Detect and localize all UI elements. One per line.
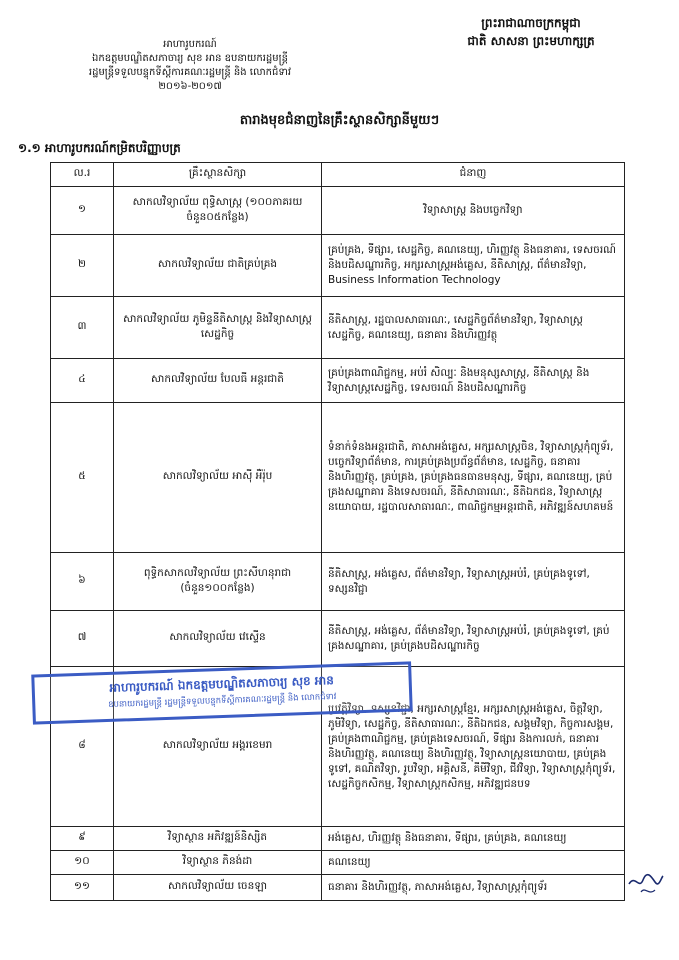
table-row xyxy=(51,875,625,901)
table-row xyxy=(51,359,625,403)
row-institution: សាកលវិទ្យាល័យ ភូមិន្ទនីតិសាស្ត្រ និងវិទ្យាសាស្ត្រសេដ្ឋកិច្ច xyxy=(114,297,322,359)
row-fields: វិទ្យាសាស្ត្រ និងបច្ចេកវិទ្យា xyxy=(322,187,625,235)
stamp-line-2: ឧបនាយករដ្ឋមន្ត្រី រដ្ឋមន្ត្រីទទួលបន្ទុកទីស្តីការគណៈរដ្ឋមន្ត្រី និង លោកជំទាវ xyxy=(108,692,337,710)
row-institution: សាកលវិទ្យាល័យ ចេនឡា xyxy=(114,875,322,901)
programs-table xyxy=(50,162,625,901)
row-institution: សាកលវិទ្យាល័យ អាស៊ី អឺរ៉ុប xyxy=(114,403,322,553)
row-fields: ទំនាក់ទំនងអន្តរជាតិ, ភាសាអង់គ្លេស, អក្សរសាស្ត្រចិន, វិទ្យាសាស្ត្រកុំព្យូទ័រ, បច្ចេកវិទ្យាព័ត៌មាន, ការគ្រប់គ្រងប្រព័ន្ធព័ត៌មាន, សេដ្ឋកិច្ច, ធនាគារ និងហិរញ្ញវត្ថុ, គ្រប់គ្រង, គ្រប់គ្រងធនធានមនុស្ស, ទីផ្សារ, គណនេយ្យ, គ្រប់គ្រងសណ្ឋាគារ និងទេសចរណ៍, នីតិសាធារណៈ, នីតិឯកជន, វិទ្យាសាស្ត្រនយោបាយ, រដ្ឋបាលសាធារណៈ, ពាណិជ្ជកម្មអន្តរជាតិ, អភិវឌ្ឍន៍សហគមន៍ xyxy=(322,403,625,553)
row-number: ៩ xyxy=(51,827,114,851)
kingdom-line: ព្រះរាជាណាចក្រកម្ពុជា xyxy=(481,16,581,30)
table-row xyxy=(51,851,625,875)
row-number: ៥ xyxy=(51,403,114,553)
table-header-row xyxy=(51,163,625,187)
row-fields: ធនាគារ និងហិរញ្ញវត្ថុ, ភាសាអង់គ្លេស, វិទ្យាសាស្ត្រកុំព្យូទ័រ xyxy=(322,875,625,901)
row-institution: វិទ្យាស្ថាន ភិនង់ដា xyxy=(114,851,322,875)
header-institution: គ្រឹះស្ថានសិក្សា xyxy=(114,163,322,187)
row-fields: គ្រប់គ្រងពាណិជ្ជកម្ម, អប់រំ សិល្បៈ និងមនុស្សសាស្ត្រ, នីតិសាស្ត្រ និងវិទ្យាសាស្ត្រសេដ្ឋកិច្ច, ទេសចរណ៍ និងបដិសណ្ឋារកិច្ច xyxy=(322,359,625,403)
row-number: ២ xyxy=(51,235,114,297)
header-no: ល.រ xyxy=(51,163,114,187)
table-row xyxy=(51,297,625,359)
motto-line: ជាតិ សាសនា ព្រះមហាក្សត្រ xyxy=(467,34,595,48)
row-number: ៦ xyxy=(51,553,114,611)
header-line: អាហារូបករណ៍ xyxy=(163,39,217,50)
row-number: ១ xyxy=(51,187,114,235)
row-number: ៣ xyxy=(51,297,114,359)
signature-mark xyxy=(625,868,665,900)
kingdom-header xyxy=(431,14,631,50)
row-institution: សាកលវិទ្យាល័យ អង្គរខេមរា xyxy=(114,667,322,827)
header-line: ២០១៦-២០១៧ xyxy=(158,81,222,92)
stamp-line-1: អាហារូបករណ៍ ឯកឧត្តមបណ្ឌិតសភាចារ្យ សុខ អាន xyxy=(109,673,335,695)
table-row xyxy=(51,235,625,297)
row-number: ៤ xyxy=(51,359,114,403)
row-number: ១០ xyxy=(51,851,114,875)
row-number: ១១ xyxy=(51,875,114,901)
row-fields: អង់គ្លេស, ហិរញ្ញវត្ថុ និងធនាគារ, ទីផ្សារ, គ្រប់គ្រង, គណនេយ្យ xyxy=(322,827,625,851)
page-title: តារាងមុខជំនាញនៃគ្រឹះស្ថានសិក្សានីមួយៗ xyxy=(239,113,440,128)
scholarship-header xyxy=(60,38,320,94)
row-institution: សាកលវិទ្យាល័យ ពុទ្ធិសាស្ត្រ (១០០ភាគរយ ចំនួន០៥កន្លែង) xyxy=(114,187,322,235)
header-fields: ជំនាញ xyxy=(322,163,625,187)
row-institution: ពុទ្ធិកសាកលវិទ្យាល័យ ព្រះសីហនុរាជា (ចំនួន១០០កន្លែង) xyxy=(114,553,322,611)
row-institution: វិទ្យាស្ថាន អភិវឌ្ឍន៍និស្សិត xyxy=(114,827,322,851)
row-fields: ប្រវត្តិវិទ្យា, ទស្សនវិជ្ជា, អក្សរសាស្ត្រខ្មែរ, អក្សរសាស្ត្រអង់គ្លេស, ចិត្តវិទ្យា, ភូមិវិទ្យា, សេដ្ឋកិច្ច, នីតិសាធារណៈ, នីតិឯកជន, សង្គមវិទ្យា, កិច្ចការសង្គម, គ្រប់គ្រងពាណិជ្ជកម្ម, គ្រប់គ្រងទេសចរណ៍, ទីផ្សារ និងការលក់, ធនាគារ និងហិរញ្ញវត្ថុ, គណនេយ្យ និងហិរញ្ញវត្ថុ, វិទ្យាសាស្ត្រនយោបាយ, គ្រប់គ្រងទូទៅ, គណិតវិទ្យា, រូបវិទ្យា, អគ្គិសនី, គីមីវិទ្យា, ជីវវិទ្យា, វិទ្យាសាស្ត្រកុំព្យូទ័រ, សេដ្ឋកិច្ចកសិកម្ម, វិទ្យាសាស្ត្រកសិកម្ម, អភិវឌ្ឍជនបទ xyxy=(322,667,625,827)
row-institution: សាកលវិទ្យាល័យ ជាតិគ្រប់គ្រង xyxy=(114,235,322,297)
row-fields: គណនេយ្យ xyxy=(322,851,625,875)
header-line: រដ្ឋមន្ត្រីទទួលបន្ទុកទីស្តីការគណៈរដ្ឋមន្ត្រី និង លោកជំទាវ xyxy=(88,67,292,78)
table-row xyxy=(51,553,625,611)
row-fields: នីតិសាស្ត្រ, រដ្ឋបាលសាធារណៈ, សេដ្ឋកិច្ចព័ត៌មានវិទ្យា, វិទ្យាសាស្ត្រសេដ្ឋកិច្ច, គណនេយ្យ, ធនាគារ និងហិរញ្ញវត្ថុ xyxy=(322,297,625,359)
section-subtitle: ១.១ អាហារូបករណ៍កម្រិតបរិញ្ញាបត្រ xyxy=(18,141,181,155)
row-number: ៨ xyxy=(51,667,114,827)
row-fields: នីតិសាស្ត្រ, អង់គ្លេស, ព័ត៌មានវិទ្យា, វិទ្យាសាស្ត្រអប់រំ, គ្រប់គ្រងទូទៅ, គ្រប់គ្រងសណ្ឋាគារ, គ្រប់គ្រងបដិសណ្ឋារកិច្ច xyxy=(322,611,625,667)
table-row xyxy=(51,827,625,851)
row-fields: គ្រប់គ្រង, ទីផ្សារ, សេដ្ឋកិច្ច, គណនេយ្យ, ហិរញ្ញវត្ថុ និងធនាគារ, ទេសចរណ៍និងបដិសណ្ឋារកិច្ច, អក្សរសាស្ត្រអង់គ្លេស, នីតិសាស្ត្រ, ព័ត៌មានវិទ្យា, Business Information Technology xyxy=(322,235,625,297)
table-row xyxy=(51,187,625,235)
table-row xyxy=(51,611,625,667)
header-line: ឯកឧត្តមបណ្ឌិតសភាចារ្យ សុខ អាន ឧបនាយករដ្ឋមន្ត្រី xyxy=(92,53,288,64)
row-institution: សាកលវិទ្យាល័យ វេស្ទើន xyxy=(114,611,322,667)
table-row xyxy=(51,403,625,553)
row-fields: នីតិសាស្ត្រ, អង់គ្លេស, ព័ត៌មានវិទ្យា, វិទ្យាសាស្ត្រអប់រំ, គ្រប់គ្រងទូទៅ, ទស្សនវិជ្ជា xyxy=(322,553,625,611)
row-institution: សាកលវិទ្យាល័យ បែលធី អន្តរជាតិ xyxy=(114,359,322,403)
row-number: ៧ xyxy=(51,611,114,667)
